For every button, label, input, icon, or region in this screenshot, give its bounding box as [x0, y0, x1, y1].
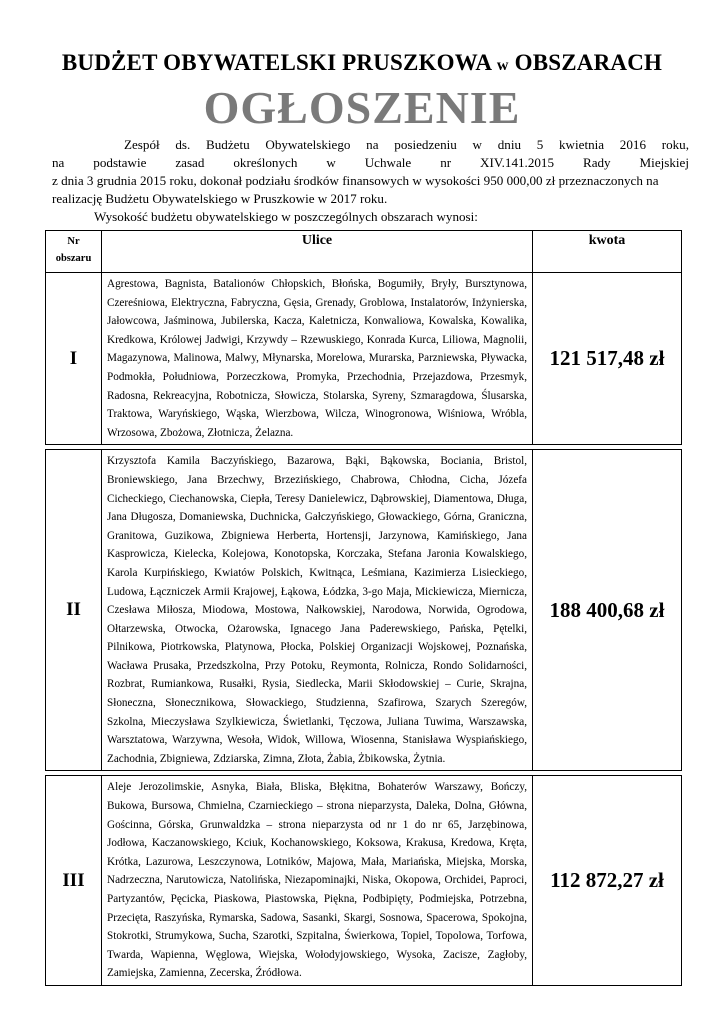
- area-amount: 112 872,27 zł: [533, 776, 682, 986]
- title-part1: BUDŻET OBYWATELSKI PRUSZKOWA: [61, 50, 491, 75]
- area-amount: 121 517,48 zł: [533, 273, 682, 445]
- title-part2: OBSZARACH: [514, 50, 663, 75]
- budget-table: [45, 230, 682, 986]
- area-streets: Krzysztofa Kamila Baczyńskiego, Bazarowa, Bąki, Bąkowska, Bociania, Bristol, Broniewskiego, Jana Brzechwy, Brzezińskiego, Chabrowa, Chłodna, Cicha, Józefa Cicheckiego, Ciechanowska, Ciepła, Teresy Danielewicz, Dąbrowskiej, Diamentowa, Długa, Jana Długosza, Domaniewska, Duchnicka, Gałczyńskiego, Głowackiego, Górna, Graniczna, Granitowa, Guzikowa, Zbigniewa Herberta, Hortensji, Jarzynowa, Kamińskiego, Jana Kasprowicza, Kielecka, Kolejowa, Konotopska, Korczaka, Stefana Jaronia Kowalskiego, Karola Kurpińskiego, Kwiatów Polskich, Kwitnąca, Leśmiana, Kazimierza Lisieckiego, Ludowa, Łączniczek Armii Krajowej, Łąkowa, Łódzka, 3-go Maja, Mickiewicza, Miernicza, Czesława Miłosza, Miodowa, Mostowa, Nałkowskiej, Narodowa, Norwida, Ogrodowa, Ołtarzewska, Otwocka, Ożarowska, Ignacego Jana Paderewskiego, Pańska, Pętelki, Pilnikowa, Piotrkowska, Platynowa, Płocka, Polskiej Organizacji Wojskowej, Poznańska, Wacława Prusaka, Przedszkolna, Przy Potoku, Reymonta, Rolnicza, Rondo Solidarności, Rozbrat, Rumiankowa, Rusałki, Rysia, Siedlecka, Marii Skłodowskiej – Curie, Skrajna, Słoneczna, Słonecznikowa, Słowackiego, Studzienna, Szafirowa, Szarych Szeregów, Szkolna, Mieczysława Szylkiewicza, Świetlanki, Tęczowa, Juliana Tuwima, Warszawska, Warsztatowa, Warzywna, Wesoła, Widok, Willowa, Wiosenna, Stanisława Wyspiańskiego, Zachodnia, Zbigniewa, Zdziarska, Zimna, Złota, Żabia, Żbikowska, Żytnia.: [102, 450, 533, 771]
- table-header-row: [46, 231, 682, 273]
- announcement-heading: OGŁOSZENIE: [203, 82, 521, 133]
- header-kwota: kwota: [533, 231, 682, 273]
- document-title: [0, 50, 724, 76]
- area-number: II: [46, 450, 102, 771]
- area-amount: 188 400,68 zł: [533, 450, 682, 771]
- table-row: [46, 450, 682, 771]
- header-ulice: Ulice: [102, 231, 533, 273]
- table-row: [46, 273, 682, 445]
- table-row: [46, 776, 682, 986]
- title-small-word: w: [496, 57, 509, 74]
- area-number: III: [46, 776, 102, 986]
- intro-line-1: Zespół ds. Budżetu Obywatelskiego na posiedzeniu w dniu 5 kwietnia 2016 roku,: [124, 137, 689, 152]
- intro-line-2: na podstawie zasad określonych w Uchwale nr XIV.141.2015 Rady Miejskiej: [52, 155, 689, 170]
- intro-line-4: realizację Budżetu Obywatelskiego w Pruszkowie w 2017 roku.: [52, 191, 388, 206]
- intro-line-5: Wysokość budżetu obywatelskiego w poszczególnych obszarach wynosi:: [94, 209, 478, 224]
- area-streets: Aleje Jerozolimskie, Asnyka, Biała, Bliska, Błękitna, Bohaterów Warszawy, Bończy, Bukowa, Bursowa, Chmielna, Czarnieckiego – strona nieparzysta, Daleka, Dolna, Główna, Gościnna, Górska, Grunwaldzka – strona nieparzysta od nr 1 do nr 65, Jarzębinowa, Jodłowa, Kaczanowskiego, Kciuk, Kochanowskiego, Koksowa, Krakusa, Kredowa, Kręta, Krótka, Lazurowa, Leszczynowa, Lotników, Majowa, Mała, Mariańska, Miejska, Morska, Nadrzeczna, Narutowicza, Natolińska, Niezapominajki, Niska, Okopowa, Orchidei, Paproci, Partyzantów, Pęcicka, Piaskowa, Piastowska, Piękna, Podbipięty, Podmiejska, Potrzebna, Przecięta, Raszyńska, Rymarska, Sadowa, Sasanki, Skargi, Sosnowa, Spacerowa, Spokojna, Stokrotki, Strumykowa, Sucha, Szarotki, Szpitalna, Świerkowa, Topiel, Topolowa, Torfowa, Twarda, Wapienna, Węglowa, Wiejska, Wołodyjowskiego, Wysoka, Zacisze, Zagłoby, Zamiejska, Zamienna, Zecerska, Źródłowa.: [102, 776, 533, 986]
- area-number: I: [46, 273, 102, 445]
- area-streets: Agrestowa, Bagnista, Batalionów Chłopskich, Błońska, Bogumiły, Bryły, Bursztynowa, Czereśniowa, Elektryczna, Fabryczna, Gęsia, Grenady, Groblowa, Instalatorów, Inżynierska, Jałowcowa, Jaśminowa, Jubilerska, Kacza, Kaletnicza, Konwaliowa, Kowalska, Kowalika, Kredkowa, Królowej Jadwigi, Krzywdy – Rzewuskiego, Konrada Kurca, Liliowa, Magnolii, Magazynowa, Malinowa, Malwy, Młynarska, Morelowa, Murarska, Parzniewska, Pływacka, Podmokła, Południowa, Porzeczkowa, Promyka, Przechodnia, Przejazdowa, Przesmyk, Radosna, Rekreacyjna, Robotnicza, Słowicza, Stolarska, Syreny, Szmaragdowa, Ślusarska, Traktowa, Waryńskiego, Wąska, Wierzbowa, Wilcza, Winogronowa, Wiśniowa, Wróbla, Wrzosowa, Zbożowa, Złotnicza, Żelazna.: [102, 273, 533, 445]
- intro-line-3: z dnia 3 grudnia 2015 roku, dokonał podziału środków finansowych w wysokości 950 000,00 zł przeznaczonych na: [52, 173, 659, 188]
- intro-paragraph: [52, 136, 689, 226]
- header-nr-obszaru: Nr obszaru: [46, 231, 102, 273]
